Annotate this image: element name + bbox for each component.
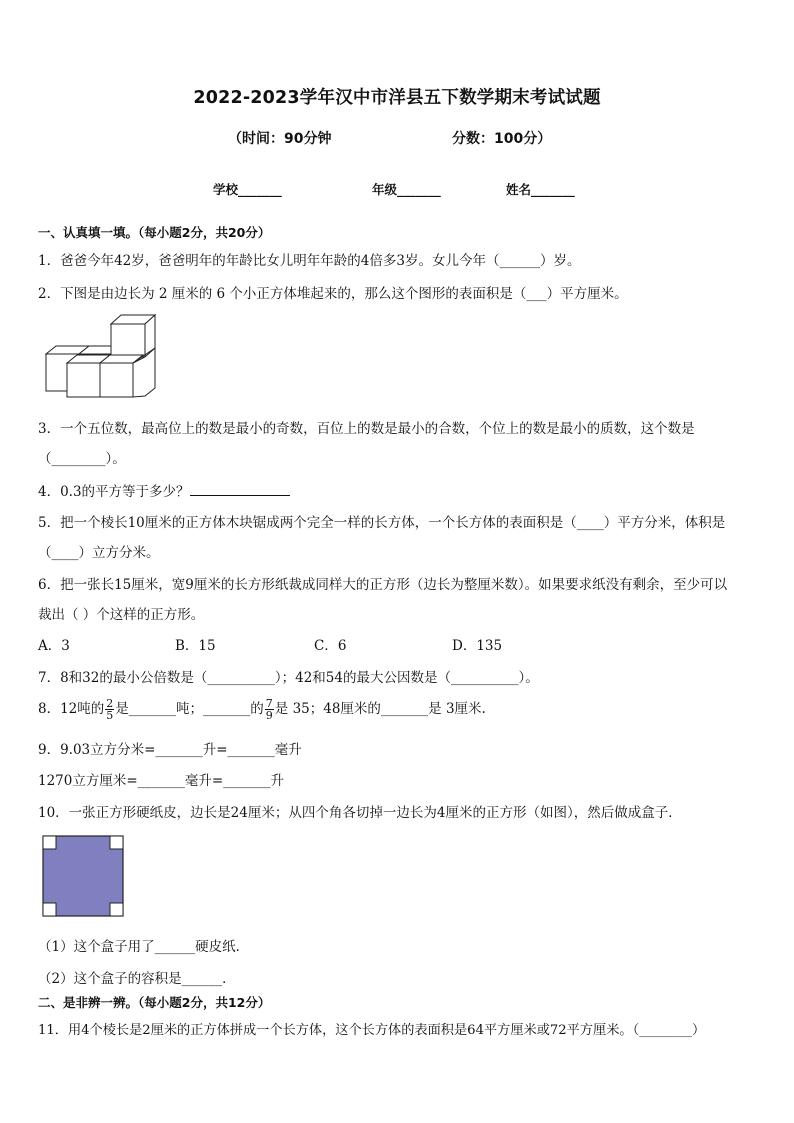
question-8 (38, 697, 486, 721)
fraction-2-5 (105, 698, 114, 721)
page-title: 2022-2023学年汉中市洋县五下数学期末考试试题 (193, 88, 601, 108)
fraction-denominator: 9 (265, 709, 273, 722)
question-10-part1: （1）这个盒子用了______硬皮纸． (38, 939, 250, 955)
q8-part1: 8．12吨的 (38, 701, 105, 717)
cube-stack-figure (40, 310, 165, 398)
question-2: 2．下图是由边长为 2 厘米的 6 个小正方体堆起来的，那么这个图形的表面积是（___）平方厘米。 (38, 286, 628, 302)
question-6-option-b: B．15 (175, 638, 216, 654)
school-field: 学校_______ (213, 182, 282, 197)
question-5-line2: （____）立方分米。 (38, 545, 160, 561)
section-1-heading: 一、认真填一填。（每小题2分，共20分） (38, 225, 271, 240)
fraction-7-9 (265, 698, 274, 721)
question-1: 1．爸爸今年42岁，爸爸明年的年龄比女儿明年年龄的4倍多3岁。女儿今年（______）岁。 (38, 253, 581, 269)
grade-field: 年级_______ (372, 182, 441, 197)
question-11: 11．用4个棱长是2厘米的正方体拼成一个长方体，这个长方体的表面积是64平方厘米或72平方厘米。（________） (38, 1023, 706, 1038)
question-4-text: 4．0.3的平方等于多少？ (38, 484, 190, 500)
fraction-denominator: 5 (106, 709, 114, 722)
fraction-numerator: 2 (106, 697, 114, 710)
exam-time: （时间：90分钟 (228, 131, 332, 147)
cut-corner (110, 836, 123, 849)
question-3-line1: 3．一个五位数，最高位上的数是最小的奇数，百位上的数是最小的合数，个位上的数是最小的质数，这个数是 (38, 421, 695, 437)
cut-corner (110, 903, 123, 916)
exam-score: 分数：100分） (452, 131, 552, 147)
question-6-option-d: D．135 (452, 638, 503, 654)
cut-corner (43, 836, 56, 849)
answer-blank (190, 483, 290, 496)
question-10-part2: （2）这个盒子的容积是______． (38, 971, 236, 987)
cut-corner-square-figure (42, 835, 124, 917)
cut-corner (43, 903, 56, 916)
q8-part3: 是 35；48厘米的_______是 3厘米. (274, 701, 486, 717)
question-9-line1: 9．9.03立方分米=_______升=_______毫升 (38, 742, 302, 758)
fraction-numerator: 7 (265, 697, 273, 710)
question-6-option-c: C．6 (314, 638, 347, 654)
question-7: 7．8和32的最小公倍数是（__________）；42和54的最大公因数是（__________）。 (38, 670, 539, 686)
q8-part2: 是_______吨；_______的 (115, 701, 264, 717)
question-10: 10．一张正方形硬纸皮，边长是24厘米；从四个角各切掉一边长为4厘米的正方形（如图），然后做成盒子． (38, 805, 682, 821)
question-4 (38, 480, 290, 500)
question-5-line1: 5．把一个棱长10厘米的正方体木块锯成两个完全一样的长方体，一个长方体的表面积是（____）平方分米，体积是 (38, 515, 726, 531)
question-6-option-a: A．3 (38, 638, 70, 654)
name-field: 姓名_______ (506, 182, 575, 197)
question-3-line2: （________）。 (38, 451, 126, 467)
section-2-heading: 二、是非辨一辨。（每小题2分，共12分） (38, 995, 271, 1010)
question-6-line1: 6．把一张长15厘米，宽9厘米的长方形纸裁成同样大的正方形（边长为整厘米数）。如果要求纸没有剩余，至少可以 (38, 577, 728, 593)
question-9-line2: 1270立方厘米=_______毫升=_______升 (38, 773, 284, 789)
question-6-line2: 裁出（ ）个这样的正方形。 (38, 607, 205, 623)
